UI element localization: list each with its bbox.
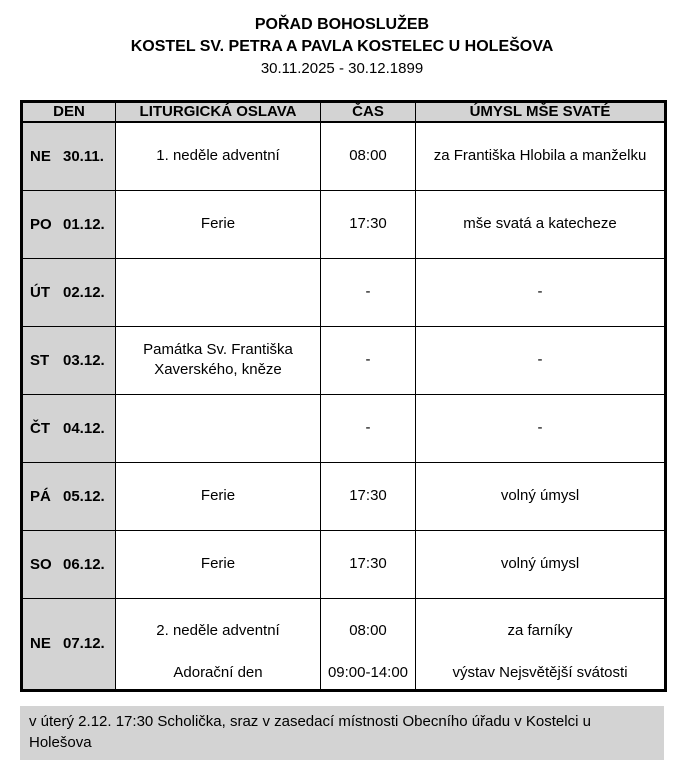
day-date: 02.12.: [63, 283, 105, 301]
intention-cell: [416, 326, 666, 394]
time-primary: 17:30: [349, 486, 387, 504]
time-cell: [321, 462, 416, 530]
time-primary: 17:30: [349, 554, 387, 572]
time-primary: 17:30: [349, 214, 387, 232]
intention-cell: [416, 598, 666, 690]
column-header-den: DEN: [22, 102, 116, 122]
celebration-cell: [116, 394, 321, 462]
day-cell: [22, 258, 116, 326]
column-header-cas: ČAS: [321, 102, 416, 122]
table-row: [22, 122, 666, 191]
celebration-primary: 2. neděle adventní: [156, 621, 280, 639]
celebration-cell: [116, 530, 321, 598]
celebration-primary: Ferie: [200, 214, 236, 232]
day-date: 07.12.: [63, 635, 105, 652]
day-date: 01.12.: [63, 215, 105, 233]
intention-primary: volný úmysl: [500, 554, 580, 572]
day-cell: [22, 190, 116, 258]
celebration-cell: [116, 190, 321, 258]
column-header-liturgicka-oslava: LITURGICKÁ OSLAVA: [116, 102, 321, 122]
celebration-cell: [116, 122, 321, 191]
day-date: 03.12.: [63, 351, 105, 369]
celebration-secondary: Adorační den: [173, 663, 263, 681]
schedule-body: [22, 122, 666, 691]
celebration-primary: [116, 259, 320, 326]
day-date: 05.12.: [63, 487, 105, 505]
celebration-primary: Ferie: [200, 486, 236, 504]
celebration-primary: Památka Sv. Františka Xaverského, kněze: [143, 340, 293, 378]
day-abbr: PÁ: [30, 487, 51, 505]
day-abbr: SO: [30, 555, 52, 573]
page-title: POŘAD BOHOSLUŽEB: [254, 16, 430, 33]
title-block: [0, 0, 684, 80]
table-row: [22, 530, 666, 598]
intention-primary: -: [537, 350, 543, 368]
time-cell: [321, 394, 416, 462]
date-range: 30.11.2025 - 30.12.1899: [260, 60, 424, 77]
intention-cell: [416, 258, 666, 326]
celebration-cell: [116, 258, 321, 326]
table-header: [22, 102, 666, 122]
day-date: 06.12.: [63, 555, 105, 573]
intention-secondary: výstav Nejsvětější svátosti: [452, 663, 628, 681]
day-abbr: NE: [30, 147, 51, 165]
day-cell: [22, 122, 116, 191]
time-cell: [321, 122, 416, 191]
table-row: [22, 598, 666, 690]
table-row: [22, 190, 666, 258]
intention-cell: [416, 122, 666, 191]
column-header-umysl: ÚMYSL MŠE SVATÉ: [416, 102, 666, 122]
celebration-cell: [116, 598, 321, 690]
intention-primary: -: [537, 282, 543, 300]
day-abbr: ČT: [30, 419, 50, 437]
time-cell: [321, 598, 416, 690]
day-cell: [22, 326, 116, 394]
day-abbr: ST: [30, 351, 50, 369]
time-secondary: 09:00-14:00: [327, 663, 409, 681]
intention-primary: za farníky: [507, 621, 573, 639]
intention-cell: [416, 190, 666, 258]
footer-note: v úterý 2.12. 17:30 Scholička, sraz v zasedací místnosti Obecního úřadu v Kostelci u Holešova: [20, 706, 664, 761]
celebration-primary: [116, 395, 320, 462]
day-abbr: ÚT: [30, 283, 50, 301]
intention-primary: mše svatá a katecheze: [463, 214, 617, 232]
time-primary: -: [365, 350, 371, 368]
time-primary: 08:00: [349, 146, 387, 164]
page-subtitle: KOSTEL SV. PETRA A PAVLA KOSTELEC U HOLEŠOVA: [130, 38, 554, 55]
intention-cell: [416, 394, 666, 462]
time-cell: [321, 190, 416, 258]
intention-primary: za Františka Hlobila a manželku: [433, 146, 647, 164]
time-cell: [321, 530, 416, 598]
celebration-cell: [116, 462, 321, 530]
day-date: 04.12.: [63, 419, 105, 437]
header-row: [22, 102, 666, 122]
intention-cell: [416, 462, 666, 530]
celebration-primary: 1. neděle adventní: [156, 146, 280, 164]
celebration-primary: Ferie: [200, 554, 236, 572]
time-cell: [321, 326, 416, 394]
table-row: [22, 394, 666, 462]
day-date: 30.11.: [63, 147, 104, 165]
intention-cell: [416, 530, 666, 598]
time-primary: -: [365, 418, 371, 436]
table-row: [22, 462, 666, 530]
table-row: [22, 326, 666, 394]
day-cell: [22, 394, 116, 462]
time-primary: -: [365, 282, 371, 300]
time-primary: 08:00: [349, 621, 387, 639]
table-row: [22, 258, 666, 326]
day-abbr: PO: [30, 215, 52, 233]
day-cell: [22, 530, 116, 598]
day-cell: [22, 462, 116, 530]
time-cell: [321, 258, 416, 326]
celebration-cell: [116, 326, 321, 394]
schedule-table: [20, 100, 667, 692]
intention-primary: volný úmysl: [500, 486, 580, 504]
day-abbr: NE: [30, 635, 51, 652]
day-cell: [22, 598, 116, 690]
intention-primary: -: [537, 418, 543, 436]
